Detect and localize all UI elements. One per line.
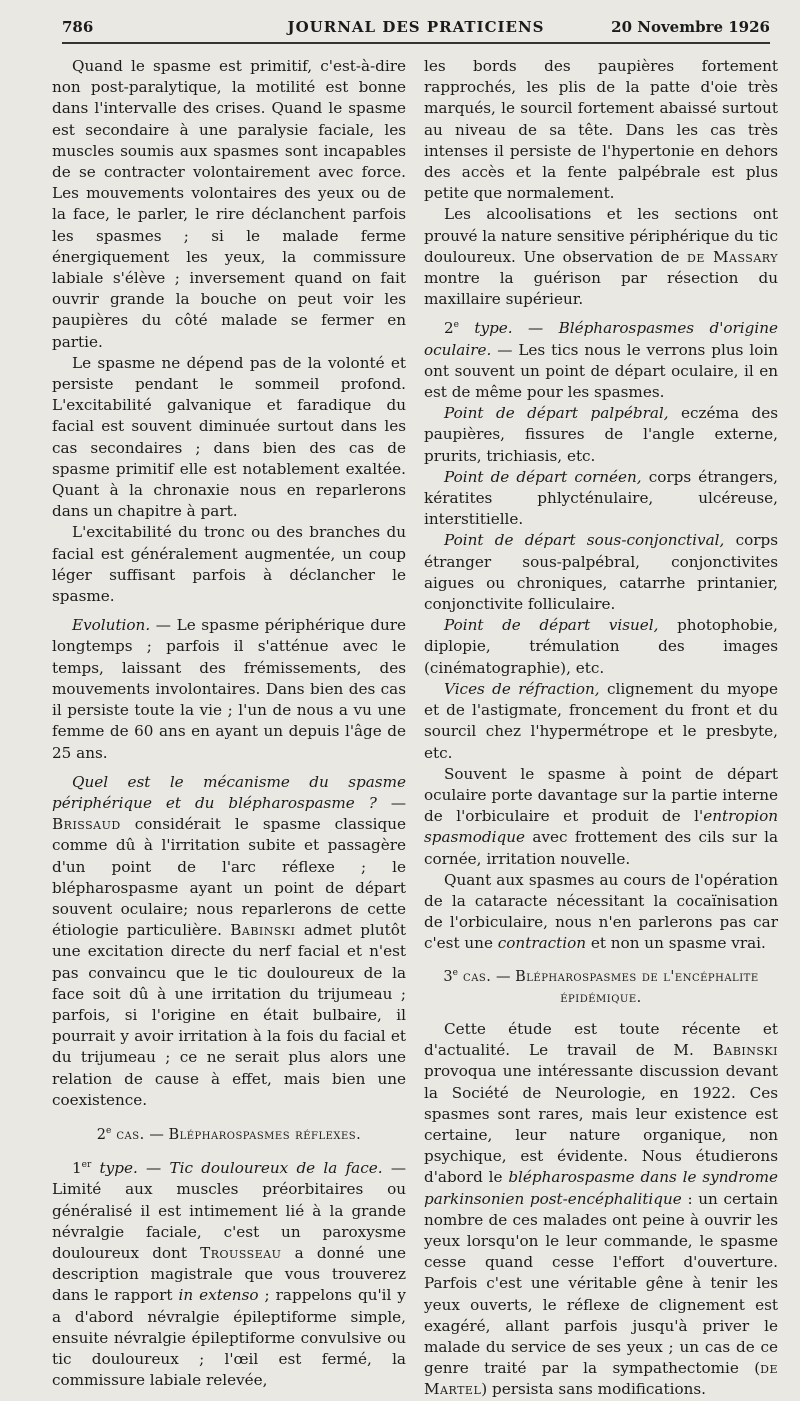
run-in-heading: Quel est le mécanisme du spasme périphérique et du blépharospasme ? xyxy=(52,772,406,812)
page-header xyxy=(62,14,770,44)
author-name: Babinski xyxy=(230,921,296,940)
paragraph-text: — Le spasme périphérique dure longtemps ; parfois il s'atténue avec le temps, laissant des frémissements, des mouvements involontaires. Dans bien des cas il persiste toute la vie ; l'un de nous a vu une femme de 60 ans en ayant un depuis l'âge de 25 ans. xyxy=(52,616,406,762)
paragraph-text: considérait le spasme classique comme dû à l'irritation subite et passagère d'un point de l'arc réflexe ; le blépharospasme ayant un point de départ souvent oculaire; nous reparlerons de cette étiologie particulière. xyxy=(52,815,406,940)
paragraph: les bords des paupières fortement rapprochés, les plis de la patte d'oie très marqués, le sourcil fortement abaissé surtout au niveau de sa tête. Dans les cas très intenses il persiste de l'hypertonie en dehors des accès et la fente palpébrale est plus petite que normalement. xyxy=(424,57,778,203)
section-heading-2: 2e cas. — Blépharospasmes réflexes. xyxy=(96,1126,362,1143)
author-name: Massary xyxy=(712,247,778,266)
paragraph: Vices de réfraction, clignement du myope et de l'astigmate, froncement du front et du sourcil chez l'hypermétrope et le presbyte, etc. xyxy=(424,679,778,762)
paragraph: Les alcoolisations et les sections ont prouvé la nature sensitive périphérique du tic douloureux. Une observation de de Massary montre la guérison par résection du maxillaire supérieur. xyxy=(424,205,778,309)
author-name: Babinski xyxy=(712,1041,778,1060)
paragraph-text: admet plutôt une excitation directe du nerf facial et n'est pas convaincu que le tic douloureux de la face soit dû à une irritation du trijumeau ; parfois, si l'origine en était bulbaire, il pourrait y avoir irritation à la fois du facial et du trijumeau ; ce ne serait plus alors une relation de cause à effet, mais bien une coexistence. xyxy=(52,921,406,1109)
run-in-heading: Evolution. xyxy=(72,616,151,635)
paragraph: Quand le spasme est primitif, c'est-à-dire non post-paralytique, la motilité est bonne dans l'intervalle des crises. Quand le spasme est secondaire à une paralysie faciale, les muscles soumis aux spasmes sont incapables de se contracter volontairement avec force. Les mouvements volontaires des yeux ou de la face, le parler, le rire déclanchent parfois les spasmes ; si le malade ferme énergiquement les yeux, la commissure labiale s'élève ; inversement quand on fait ouvrir grande la bouche on peut voir les paupières du côté malade se fermer en partie. xyxy=(52,57,406,351)
paragraph: Cette étude est toute récente et d'actualité. Le travail de M. Babinski provoqua une intéressante discussion devant la Société de Neurologie, en 1922. Ces spasmes sont rares, mais leur existence est certaine, leur nature organique, non psychique, est évidente. Nous étudierons d'abord le blépharospasme dans le syndrome parkinsonien post-encéphalitique : un certain nombre de ces malades ont peine à ouvrir les yeux lorsqu'on le leur commande, le spasme cesse quand cesse l'effort d'ouverture. Parfois c'est une véritable gêne à tenir les yeux ouverts, le réflexe de clignement est exagéré, allant parfois jusqu'à priver le malade du service de ses yeux ; un cas de ce genre traité par la sympathectomie (de Martel) persista sans modifications. xyxy=(424,1019,779,1399)
paragraph: Point de départ cornéen, corps étrangers, kératites phlycténulaire, ulcéreuse, interstitielle. xyxy=(424,467,778,529)
section-heading-3: 3e cas. — Blépharospasmes de l'encéphalite épidémique. xyxy=(443,967,759,1006)
paragraph-type-2: 2e type. — Blépharospasmes d'origine oculaire. — Les tics nous le verrons plus loin ont souvent un point de départ oculaire, il en est de même pour les spasmes. xyxy=(424,319,778,402)
run-in-heading: type. — Blépharospasmes d'origine oculaire. xyxy=(424,319,778,359)
right-column xyxy=(424,56,778,1401)
paragraph-mechanism xyxy=(52,772,406,1111)
paragraph: Le spasme ne dépend pas de la volonté et persiste pendant le sommeil profond. L'excitabilité galvanique et faradique du facial est souvent diminuée surtout dans les cas secondaires ; dans bien des cas de spasme primitif elle est notablement exaltée. Quant à la chronaxie nous en reparlerons dans un chapitre à part. xyxy=(52,353,406,521)
dash: — xyxy=(376,793,407,812)
run-in-heading: type. — Tic douloureux de la face. xyxy=(91,1159,383,1178)
paragraph: L'excitabilité du tronc ou des branches du facial est généralement augmentée, un coup léger suffisant parfois à déclancher le spasme. xyxy=(52,523,406,606)
page-number: 786 xyxy=(62,18,94,36)
author-name: Martel xyxy=(424,1380,482,1399)
paragraph: Point de départ sous-conjonctival, corps étranger sous-palpébral, conjonctivites aigues ou chroniques, catarrhe printanier, conjonctivite folliculaire. xyxy=(424,531,778,614)
paragraph: Point de départ palpébral, eczéma des paupières, fissures de l'angle externe, prurits, trichiasis, etc. xyxy=(424,404,778,465)
paragraph: Souvent le spasme à point de départ oculaire porte davantage sur la partie interne de l'orbiculaire et produit de l'entropion spasmodique avec frottement des cils sur la cornée, irritation nouvelle. xyxy=(424,764,778,868)
author-name: Trousseau xyxy=(200,1243,282,1262)
issue-date: 20 Novembre 1926 xyxy=(611,18,770,36)
paragraph: Quant aux spasmes au cours de l'opération de la cataracte nécessitant la cocaïnisation de l'orbiculaire, nous n'en parlerons pas car c'est une contraction et non un spasme vrai. xyxy=(424,870,778,953)
paragraph: Point de départ visuel, photophobie, diplopie, trémulation des images (cinématographie), etc. xyxy=(424,616,779,677)
author-name: Brissaud xyxy=(52,815,121,834)
paragraph-type-1: 1er type. — Tic douloureux de la face. — Limité aux muscles préorbitaires ou généralisé il est intimement lié à la grande névralgie faciale, c'est un paroxysme douloureux dont Trousseau a donné une description magistrale que vous trouverez dans le rapport in extenso ; rappelons qu'il y a d'abord névralgie épileptiforme simple, ensuite névralgie épileptiforme convulsive ou tic douloureux ; l'œil est fermé, la commissure labiale relevée, xyxy=(52,1159,407,1390)
left-column xyxy=(52,56,406,1391)
paragraph-evolution xyxy=(52,615,406,763)
journal-title: JOURNAL DES PRATICIENS xyxy=(287,18,545,36)
